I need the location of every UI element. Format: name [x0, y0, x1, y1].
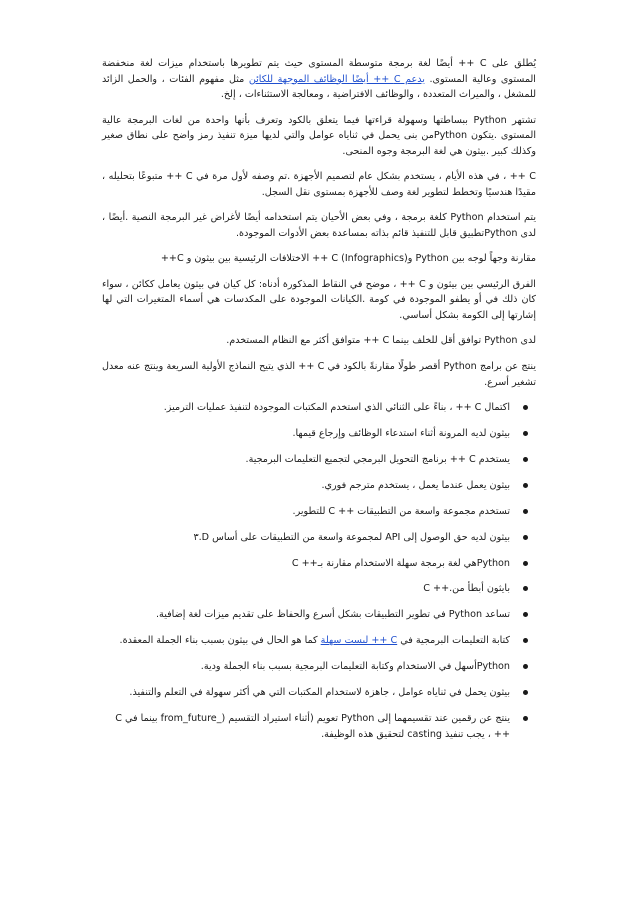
list-item: Pythonهي لغة برمجة سهلة الاستخدام مقارنة بـ++ C: [102, 556, 536, 572]
list-item-text-before: كتابة التعليمات البرمجية في: [397, 635, 510, 647]
paragraph-3: C ++ ، في هذه الأيام ، يستخدم بشكل عام لتصميم الأجهزة .تم وصفه لأول مرة في C ++ متبوعًا بتحليله ، مقيدًا هندسيًا وتخطط لتطوير لغة وصف للأجهزة بمستوى نقل السجل.: [102, 171, 536, 198]
list-item: ينتج عن رقمين عند تقسيمهما إلى Python تعويم (أثناء استيراد التقسيم (_from_future بينما في C ++ ، يجب تنفيذ casting لتحقيق هذه الوظيفة.: [102, 711, 536, 742]
paragraph-1-link[interactable]: يدعم C ++ أيضًا الوظائف الموجهة للكائن: [248, 73, 425, 85]
list-item: بيثون يعمل عندما يعمل ، يستخدم مترجم فوري.: [102, 478, 536, 494]
paragraph-1: [102, 56, 536, 103]
list-item: اكتمال C ++ ، بناءً على الثنائي الذي استخدم المكتبات الموجودة لتنفيذ عمليات الترميز.: [102, 400, 536, 416]
paragraph-2: تشتهر Python ببساطتها وسهولة قراءتها فيما يتعلق بالكود وتعرف بأنها واحدة من لغات البرمجة عالية المستوى .يتكون Pythonمن بنى يحمل في ثناياه عوامل والتي لديها ميزة تنفيذ رمز واضح على نطاق صغير وكذلك كبير .بيثون هي لغة البرمجة وجوه المنحى.: [102, 114, 537, 157]
paragraph-6: الفرق الرئيسي بين بيثون و C ++ ، موضح في النقاط المذكورة أدناه: كل كيان في بيثون يعامل ككائن ، سواء كان ذلك في أو يطفو الموجودة في كومة .الكيانات الموجودة على المكدسات هي أسماء المتغيرات التي لها إشارتها إلى الكومة بشكل أساسي.: [102, 278, 536, 321]
bullet-list: [102, 400, 536, 742]
list-item: بايثون أبطأ من.++ C: [102, 581, 536, 597]
list-item: يستخدم C ++ برنامج التحويل البرمجي لتجميع التعليمات البرمجية.: [102, 452, 536, 468]
list-item: بيثون لديه المرونة أثناء استدعاء الوظائف وإرجاع قيمها.: [102, 426, 536, 442]
list-item: بيثون لديه حق الوصول إلى API لمجموعة واسعة من التطبيقات على أساس D.٣: [102, 530, 536, 546]
paragraph-1-text-after: مثل مفهوم الفئات ، والحمل الزائد للمشغل ، والميراث المتعددة ، والوظائف الافتراضية ، ومعالجة الاستثناءات ، إلخ.: [102, 73, 536, 101]
list-item: تساعد Python في تطوير التطبيقات بشكل أسرع والحفاظ على تقديم ميزات لغة إضافية.: [102, 607, 536, 623]
list-item: [102, 633, 536, 649]
list-item: Pythonأسهل في الاستخدام وكتابة التعليمات البرمجية بسبب بناء الجملة ودية.: [102, 659, 536, 675]
list-item-text-after: كما هو الحال في بيثون بسبب بناء الجملة المعقدة.: [119, 635, 321, 647]
list-item: تستخدم مجموعة واسعة من التطبيقات ++ C للتطوير.: [102, 504, 536, 520]
paragraph-1-text-before: يُطلق على C ++ أيضًا لغة برمجة متوسطة المستوى حيث يتم تطويرها باستخدام ميزات لغة منخفضة المستوى وعالية المستوى.: [102, 58, 536, 85]
paragraph-4: يتم استخدام Python كلغة برمجة ، وفي بعض الأحيان يتم استخدامه أيضًا لأغراض غير البرمجة النصية .أيضًا ، لدى Pythonتطبيق قابل للتنفيذ قائم بذاته بمساعدة بعض الأدوات الموجودة.: [102, 212, 537, 239]
list-item: بيثون يحمل في ثناياه عوامل ، جاهزة لاستخدام المكتبات التي هي أكثر سهولة في التعلم والتنفيذ.: [102, 685, 536, 701]
list-item-link[interactable]: C ++ ليست سهلة: [320, 635, 398, 647]
paragraph-8: ينتج عن برامج Python أقصر طولًا مقارنةً بالكود في C ++ الذي يتيح النماذج الأولية السريعة وينتج عنه معدل تشغير أسرع.: [102, 360, 536, 388]
paragraph-7: لدى Python توافق أقل للخلف بينما C ++ متوافق أكثر مع النظام المستخدم.: [226, 335, 536, 347]
paragraph-5: مقارنة وجهاً لوجه بين Python و(Infographics) C ++ الاختلافات الرئيسية بين بيثون و C++: [160, 253, 536, 265]
